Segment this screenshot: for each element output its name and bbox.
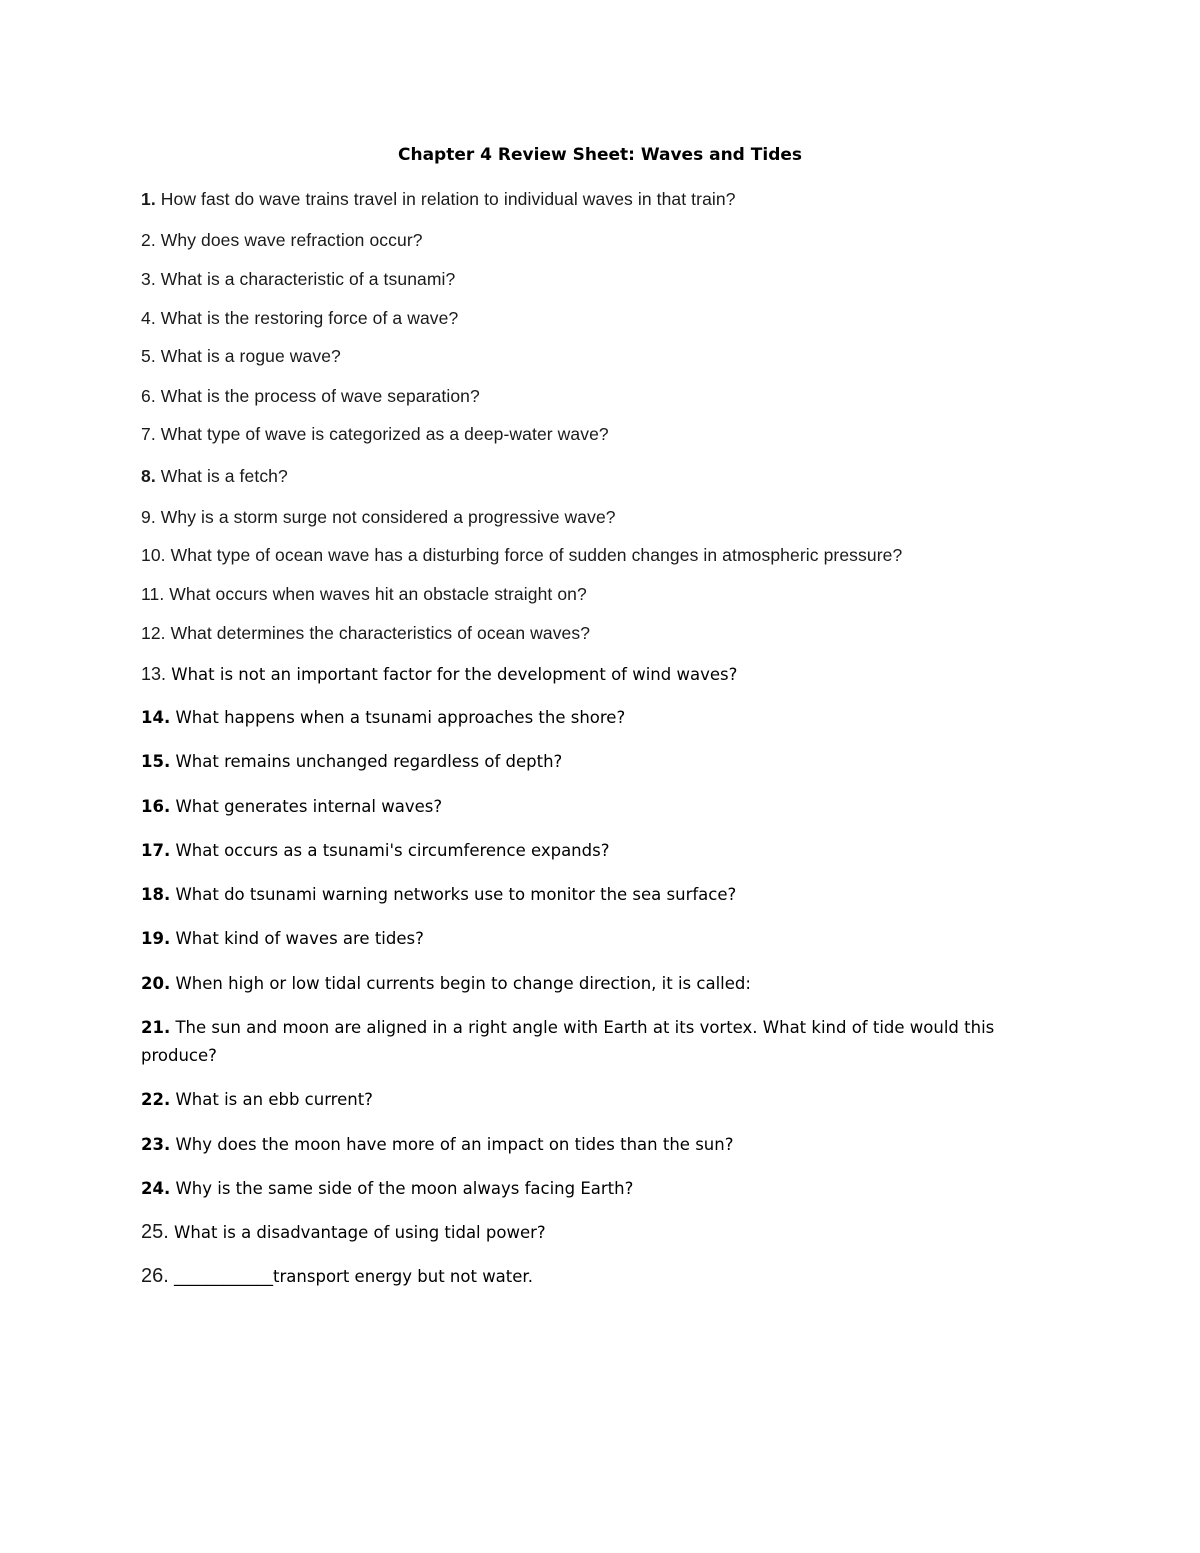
question-number: 23.	[141, 1135, 171, 1154]
question-26	[141, 1262, 1061, 1291]
question-text: What is a characteristic of a tsunami?	[155, 269, 456, 289]
question-text: Why does the moon have more of an impact on tides than the sun?	[170, 1135, 734, 1154]
question-text: What remains unchanged regardless of depth?	[170, 752, 563, 771]
question-23	[141, 1131, 1061, 1159]
question-number: 17.	[141, 841, 171, 860]
question-text: Why does wave refraction occur?	[155, 230, 423, 250]
question-number: 16.	[141, 797, 171, 816]
question-text: What do tsunami warning networks use to monitor the sea surface?	[170, 885, 737, 904]
question-3	[141, 267, 1061, 291]
question-number: 5.	[141, 346, 156, 366]
question-8	[141, 464, 1061, 488]
question-number: 20.	[141, 974, 171, 993]
question-14	[141, 704, 1061, 732]
question-text: What is a rogue wave?	[155, 346, 341, 366]
question-text: What type of ocean wave has a disturbing force of sudden changes in atmospheric pressure?	[165, 545, 903, 565]
question-text: What type of wave is categorized as a deep-water wave?	[155, 424, 609, 444]
question-1	[141, 187, 1061, 211]
question-17	[141, 837, 1061, 865]
question-19	[141, 925, 1061, 953]
question-text: The sun and moon are aligned in a right angle with Earth at its vortex. What kind of tide would this produce?	[141, 1018, 995, 1065]
question-number: 21.	[141, 1018, 171, 1037]
question-number: 9.	[141, 507, 156, 527]
question-number: 14.	[141, 708, 171, 727]
question-text: What determines the characteristics of ocean waves?	[165, 623, 591, 643]
question-text: ____________transport energy but not water.	[168, 1267, 533, 1286]
question-text: When high or low tidal currents begin to change direction, it is called:	[170, 974, 751, 993]
question-text: Why is a storm surge not considered a progressive wave?	[155, 507, 616, 527]
question-5	[141, 344, 1061, 368]
question-text: What is the process of wave separation?	[155, 386, 480, 406]
question-number: 19.	[141, 929, 171, 948]
question-15	[141, 748, 1061, 776]
question-number: 4.	[141, 308, 156, 328]
question-text: What occurs as a tsunami's circumference expands?	[170, 841, 610, 860]
question-18	[141, 881, 1061, 909]
document-title: Chapter 4 Review Sheet: Waves and Tides	[397, 145, 803, 165]
question-number: 22.	[141, 1090, 171, 1109]
question-9	[141, 505, 1061, 529]
question-text: How fast do wave trains travel in relation to individual waves in that train?	[155, 189, 736, 209]
question-text: What occurs when waves hit an obstacle straight on?	[164, 584, 587, 604]
question-6	[141, 384, 1061, 408]
question-22	[141, 1086, 1061, 1114]
question-number: 7.	[141, 424, 156, 444]
question-7	[141, 422, 1061, 446]
question-number: 6.	[141, 386, 156, 406]
question-2	[141, 228, 1061, 252]
question-number: 15.	[141, 752, 171, 771]
question-number: 12.	[141, 623, 166, 643]
question-4	[141, 306, 1061, 330]
question-text: What is a fetch?	[155, 466, 288, 486]
question-text: What generates internal waves?	[170, 797, 443, 816]
question-21	[141, 1014, 1061, 1070]
question-number: 24.	[141, 1179, 171, 1198]
question-20	[141, 970, 1061, 998]
question-text: Why is the same side of the moon always facing Earth?	[170, 1179, 634, 1198]
question-25	[141, 1218, 1061, 1247]
question-13	[141, 660, 1061, 689]
question-number: 3.	[141, 269, 156, 289]
question-text: What kind of waves are tides?	[170, 929, 424, 948]
question-number: 2.	[141, 230, 156, 250]
question-24	[141, 1175, 1061, 1203]
question-text: What is a disadvantage of using tidal power?	[168, 1223, 546, 1242]
question-number: 18.	[141, 885, 171, 904]
question-text: What is the restoring force of a wave?	[155, 308, 459, 328]
question-number: 1.	[141, 189, 156, 209]
question-12	[141, 621, 1061, 645]
question-number: 11.	[141, 584, 165, 604]
question-number: 10.	[141, 545, 166, 565]
question-number: 26.	[141, 1265, 169, 1287]
question-text: What happens when a tsunami approaches the shore?	[170, 708, 626, 727]
question-number: 13.	[141, 664, 167, 684]
question-16	[141, 793, 1061, 821]
question-number: 8.	[141, 466, 156, 486]
question-10	[141, 543, 1061, 567]
question-text: What is an ebb current?	[170, 1090, 373, 1109]
question-11	[141, 582, 1061, 606]
question-number: 25.	[141, 1221, 169, 1243]
question-text: What is not an important factor for the development of wind waves?	[166, 665, 738, 684]
